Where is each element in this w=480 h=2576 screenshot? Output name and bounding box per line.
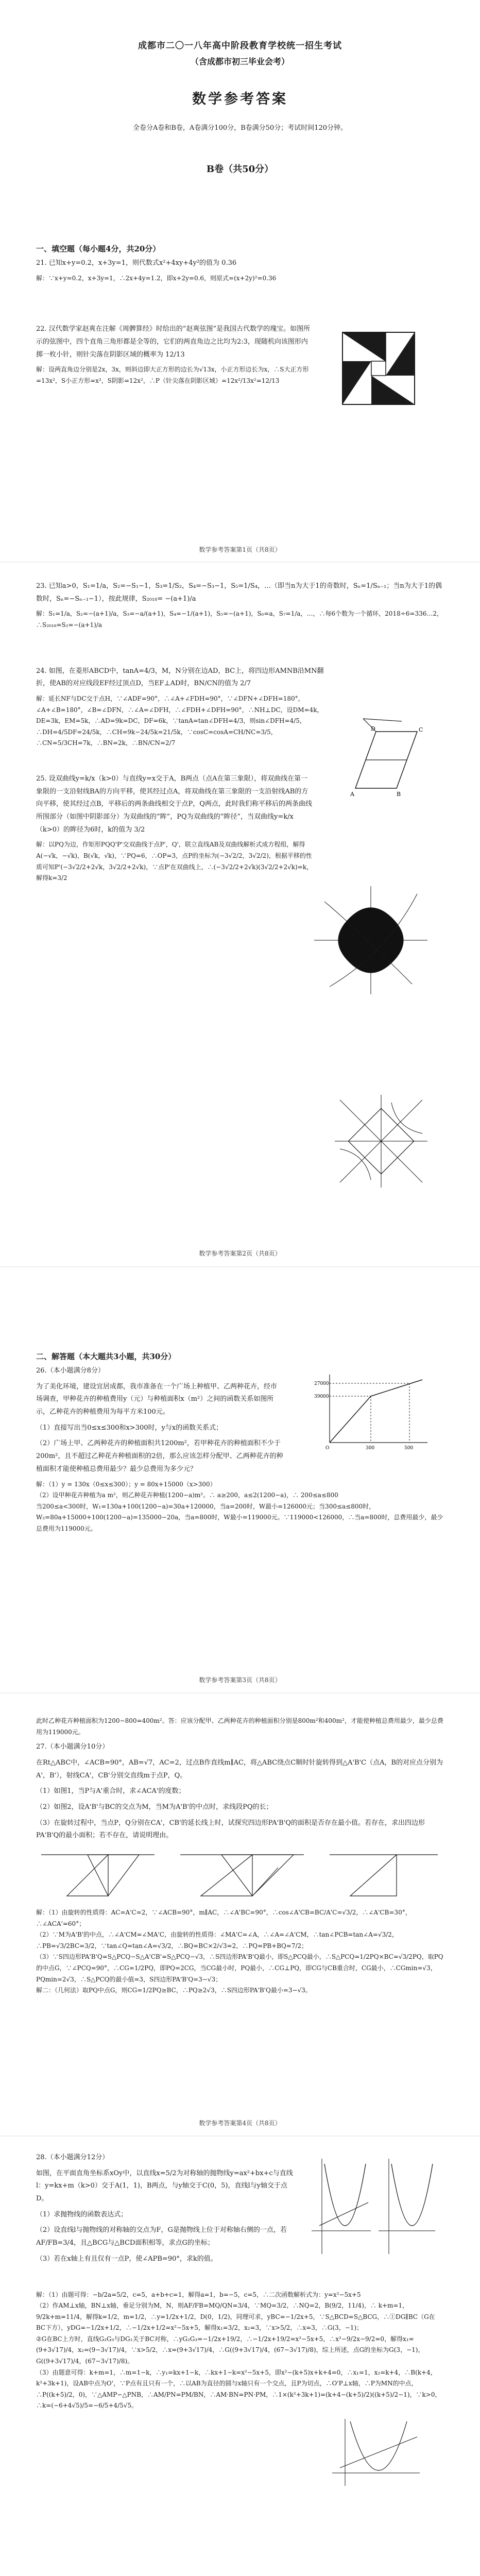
q26-part2: （2）广场上甲、乙两种花卉的种植面积共1200m²，若甲种花卉的种植面积不少于200m²，且不超过乙种花卉种植面积的2倍，那么应该怎样分配甲、乙两种花卉的种植面积才能使种植总费用最少？最少总费用为多少元？: [36, 1439, 283, 1473]
q28-figure-main: [312, 2159, 371, 2254]
hyperbola-eye-diagram: [309, 881, 433, 999]
q25-question: 25. 设双曲线y=k/x（k>0）与直线y=x交于A，B两点（点A在第三象限），将双曲线在第一象限的一支沿射线BA的方向平移，使其经过点A，将双曲线在第三象限的一支沿射线AB的方向平移，使其经过点B，平移后的两条曲线相交于点P，Q两点，此时我们称平移后的两条曲线所围部分（如图中阴影部分）为双曲线的“眸”，PQ为双曲线的“眸径”，当双曲线y=k/x（k>0）的眸径为6时，k的值为 3/2: [36, 774, 312, 834]
q27-figure-1: [41, 1855, 155, 1896]
q26-answer-3: 当200≤a<300时，W₁=130a+100(1200−a)=30a+120000，当a=200时，W最小=126000元；当300≤a≤800时，W₂=80a+15000+100(1200−a)=135000−20a，当a=800时，W最小=119000元。∵119000<126000，∴当a=800时，总费用最少，最少总费用为119000元。: [36, 1502, 443, 1532]
q27-answer-1: 解：（1）由旋转的性质得：AC=A'C=2，∵∠ACB=90°，m∥AC，∴∠A'BC=90°，∴cos∠A'CB=BC/A'C=√3/2，∴∠A'CB=30°，∴∠ACA'=60°；: [36, 1909, 412, 1927]
page-3-footer: 数学参考答案第3页（共8页）: [199, 1676, 281, 1684]
page-divider: [0, 562, 480, 563]
q28-figure-spare: [379, 2159, 435, 2254]
q27-rotation-figures: [36, 1844, 443, 1906]
rhombus-fold-diagram: [345, 711, 427, 799]
svg-text:39000: 39000: [314, 1394, 329, 1399]
page-1-footer: 数学参考答案第1页（共8页）: [199, 546, 281, 553]
q26-cost-graph: [314, 1370, 433, 1453]
q28-heading: 28.（本小题满分12分）: [36, 2154, 109, 2161]
zhao-shuang-diagram: [340, 330, 417, 407]
svg-text:27000: 27000: [314, 1381, 329, 1386]
q27-figure-spare: [330, 1855, 438, 1896]
q27-answer-2: （2）∵M为A'B'的中点，∴∠A'CM=∠MA'C，由旋转的性质得：∠MA'C=∠A，∴∠A=∠A'CM，∴tan∠PCB=tan∠A=√3/2，∴PB=√3/2BC=3/2，∵tan∠Q=tan∠A=√3/2，∴BQ=BC×2/√3=2，∴PQ=PB+BQ=7/2；: [36, 1931, 398, 1950]
svg-text:A: A: [350, 791, 354, 798]
q21-question: 21. 已知x+y=0.2，x+3y=1，则代数式x²+4xy+4y²的值为 0.36: [36, 259, 237, 267]
q26-heading: 26.（本小题满分8分）: [36, 1367, 105, 1375]
q28-part2: （2）设直线l与抛物线的对称轴的交点为F，G是抛物线上位于对称轴右侧的一点，若AF/FB=3/4，且△BCG与△BCD面积相等，求点G的坐标；: [36, 2226, 287, 2247]
q23-question: 23. 已知a>0，S₁=1/a，S₂=−S₁−1，S₃=1/S₂，S₄=−S₃−1，S₅=1/S₄，…（即当n为大于1的奇数时，Sₙ=1/Sₙ₋₁；当n为大于1的偶数时，Sₙ=−Sₙ₋₁−1），按此规律，S₂₀₁₈= −(a+1)/a: [36, 582, 442, 603]
q26-question: 为了美化环境，建设宜居成都，我市准备在一个广场上种植甲、乙两种花卉，经市场调查，甲种花卉的种植费用y（元）与种植面积x（m²）之间的函数关系如图所示，乙种花卉的种植费用为每平方米100元。: [36, 1382, 278, 1416]
exam-note: 全卷分A卷和B卷，A卷满分100分，B卷满分50分；考试时间120分钟。: [132, 124, 348, 132]
q26-answer-1: 解：（1）y = 130x（0≤x≤300）；y = 80x+15000（x>300）: [36, 1480, 216, 1488]
page-divider: [0, 2136, 480, 2137]
q27-answer-3: （3）∵S四边形PA'B'Q=S△PCQ−S△A'CB'=S△PCQ−√3，∴S四边形PA'B'Q最小，即S△PCQ最小，∴S△PCQ=1/2PQ×BC=√3/2PQ，取PQ的中点G，∵∠PCQ=90°，∴CG=1/2PQ，即PQ=2CG，当CG最小时，PQ最小，∴CG⊥PQ，即CG与CB重合时，CG最小，∴CGmin=√3，PQmin=2√3，∴S△PCQ的最小值=3，S四边形PA'B'Q=3−√3；: [36, 1953, 443, 1983]
q28-answer-2: （2）作AM⊥x轴，BN⊥x轴，垂足分别为M，N，则AF/FB=MQ/QN=3/4，∵MQ=3/2，∴NQ=2，B(9/2，11/4)，∴ k+m=1，9/2k+m=11/4，解得k=1/2，m=1/2，∴y=1/2x+1/2，D(0，1/2)，同理可求，yBC=−1/2x+5，∵S△BCD=S△BCG，∴①DG∥BC（G在BC下方），yDG=−1/2x+1/2，∴−1/2x+1/2=x²−5x+5，解得x₁=3/2，x₂=3，∵x>5/2，∴x=3，∴G(3，−1)；: [36, 2302, 435, 2332]
q28-answer-1: 解：（1）由题可得：−b/2a=5/2，c=5，a+b+c=1，解得a=1，b=−5，c=5，∴二次函数解析式为：y=x²−5x+5: [36, 2291, 361, 2298]
svg-text:300: 300: [366, 1446, 375, 1451]
q25-solution: 解：以PQ为边，作矩形PQQ'P'交双曲线于点P'，Q'，联立直线AB及双曲线解析式成方程组，解得A(−√k，−√k)，B(√k，√k)，∵PQ=6，∴OP=3，点P的坐标为(−3√2/2，3√2/2)，根据平移的性质可知P'(−3√2/2+2√k，3√2/2+2√k)，∵点P'在双曲线上，∴(−3√2/2+2√k)(3√2/2+2√k)=k，解得k=3/2: [36, 841, 313, 882]
svg-text:O: O: [325, 1446, 330, 1451]
q27-answer-3b: 解二：（几何法）取PQ中点G，则CG=1/2PQ≥BC，∴PQ≥2√3，∴S四边形PA'B'Q最小=3−√3。: [36, 1987, 312, 1994]
section-b-title: B卷（共50分）: [206, 164, 274, 175]
q22-solution: 解：设两直角边分别是2x，3x，则斜边即大正方形的边长为√13x，小正方形边长为x，∴S大正方形=13x²，S小正方形=x²，S阴影=12x²，∴P（针尖落在阴影区域）=12x²/13x²=12/13: [36, 366, 309, 384]
q27-question: 在Rt△ABC中，∠ACB=90°，AB=√7，AC=2，过点B作直线m∥AC，将△ABC绕点C顺时针旋转得到△A'B'C（点A，B的对应点分别为A'，B'），射线CA'，CB'分别交直线m于点P，Q。: [36, 1758, 443, 1780]
q26-answer-2: （2）设甲种花卉种植为a m²，则乙种花卉种植(1200−a)m²。∴ a≥200，a≤2(1200−a)，∴ 200≤a≤800: [36, 1492, 338, 1499]
q22-question: 22. 汉代数学家赵爽在注解《周髀算经》时给出的“赵爽弦图”是我国古代数学的瑰宝。如图所示的弦图中，四个直角三角形都是全等的，它们的两直角边之比均为2:3，现随机向该图形内掷一枚小针，则针尖落在阴影区域的概率为 12/13: [36, 325, 311, 359]
q27-part2: （2）如图2，设A'B'与BC的交点为M，当M为A'B'的中点时，求线段PQ的长；: [36, 1803, 273, 1811]
q24-question: 24. 如图，在菱形ABCD中，tanA=4/3，M，N分别在边AD，BC上，将四边形AMNB沿MN翻折，使AB的对应线段EF经过顶点D，当EF⊥AD时，BN/CN的值为 2/7: [36, 667, 324, 688]
hyperbola-rect-diagram: [330, 1092, 433, 1190]
part1-title: 一、填空题（每小题4分，共20分）: [36, 244, 161, 253]
q27-part3: （3）在旋转过程中，当点P，Q分别在CA'，CB'的延长线上时，试探究四边形PA'B'Q的面积是否存在最小值。若存在，求出四边形PA'B'Q的最小面积；若不存在，请说明理由。: [36, 1819, 425, 1840]
q28-part3: （3）若在x轴上有且仅有一点P，使∠APB=90°，求k的值。: [36, 2255, 217, 2263]
q24-solution: 解：延长NF与DC交于点H，∵∠ADF=90°，∴∠A+∠FDH=90°，∵∠DFN+∠DFH=180°，∠A+∠B=180°，∠B=∠DFN，∴∠A=∠DFH，∴∠FDH+∠DFH=90°，∴NH⊥DC，设DM=4k，DE=3k，EM=5k，∴AD=9k=DC，DF=6k，∵tanA=tan∠DFH=4/3，则sin∠DFH=4/5，∴DH=4/5DF=24/5k，∴CH=9k−24/5k=21/5k，∵cosC=cosA=CH/NC=3/5，∴CN=5/3CH=7k，∴BN=2k，∴BN/CN=2/7: [36, 694, 323, 747]
part2-title: 二、解答题（本大题共3小题，共30分）: [36, 1352, 176, 1361]
page-2-footer: 数学参考答案第2页（共8页）: [199, 1250, 281, 1257]
header: [36, 0, 444, 227]
q26-answer-4: 此时乙种花卉种植面积为1200−800=400m²。答：应该分配甲、乙两种花卉的种植面积分别是800m²和400m²，才能使种植总费用最少，最少总费用为119000元。: [36, 1717, 443, 1736]
q21-solution: 解：∵x+y=0.2，x+3y=1，∴2x+4y=1.2，即x+2y=0.6，则原式=(x+2y)²=0.36: [36, 274, 277, 282]
q26-part1: （1）直接写出当0≤x≤300和x>300时，y与x的函数关系式；: [36, 1423, 223, 1432]
page-divider: [0, 1266, 480, 1267]
exam-title: 成都市二〇一八年高中阶段教育学校统一招生考试: [138, 41, 342, 51]
q28-answer-3: ②G在BC上方时，直线G₂G₃与DG₁关于BC对称，∴yG₂G₃=−1/2x+19/2，∴−1/2x+19/2=x²−5x+5，∴x²−9/2x−9/2=0，解得x₁=(9+3√17)/4，x₂=(9−3√17)/4，∵x>5/2，∴x=(9+3√17)/4，∴G((9+3√17)/4，(67−3√17)/8)，综上所述，点G的坐标为G(3，−1)，G((9+3√17)/4，(67−3√17)/8)。: [36, 2335, 424, 2365]
q28-question: 如图，在平面直角坐标系xOy中，以直线x=5/2为对称轴的抛物线y=ax²+bx+c与直线l：y=kx+m（k>0）交于A(1，1)，B两点，与y轴交于C(0，5)，直线l与y轴交于点D。: [36, 2169, 293, 2203]
q28-answer-4: （3）由题意可得：k+m=1，∴m=1−k，∴y₁=kx+1−k，∴kx+1−k=x²−5x+5，即x²−(k+5)x+k+4=0，∴x₁=1，x₂=k+4，∴B(k+4，k²+3k+1)，设AB中点为O'，∵P点有且只有一个，∴以AB为直径的圆与x轴只有一个交点，且P为切点，∴O'P⊥x轴，∴P为MN的中点，∴P((k+5)/2，0)，∵△AMP∽△PNB，∴AM/PN=PM/BN，∴AM·BN=PN·PM，∴1×(k²+3k+1)=(k+4−(k+5)/2)((k+5)/2−1)，∵k>0，∴k=(−6+4√5)/5=−6/5+4/5√5。: [36, 2368, 441, 2410]
q28-part1: （1）求抛物线的函数表达式；: [36, 2210, 128, 2218]
svg-text:C: C: [419, 726, 423, 733]
q27-part1: （1）如图1，当P与A'重合时，求∠ACA'的度数；: [36, 1787, 185, 1795]
svg-text:D: D: [371, 725, 375, 732]
q28-answer-figure: [330, 2416, 422, 2488]
q23-solution: 解：S₁=1/a，S₂=−(a+1)/a，S₃=−a/(a+1)，S₄=−1/(a+1)，S₅=−(a+1)，S₆=a，S₇=1/a，…，∴每6个数为一个循环，2018÷6=336…2，∴S₂₀₁₈=S₂=−(a+1)/a: [36, 610, 443, 629]
q27-figure-2: [180, 1855, 304, 1896]
q28-parabola-figures: [309, 2154, 438, 2257]
svg-text:B: B: [397, 791, 401, 798]
exam-subtitle: （含成都市初三毕业会考）: [190, 57, 289, 66]
q27-heading: 27.（本小题满分10分）: [36, 1743, 109, 1751]
page-divider: [0, 1692, 480, 1693]
doc-title: 数学参考答案: [192, 91, 288, 107]
page-4-footer: 数学参考答案第4页（共8页）: [199, 2120, 281, 2127]
svg-text:500: 500: [404, 1446, 414, 1451]
